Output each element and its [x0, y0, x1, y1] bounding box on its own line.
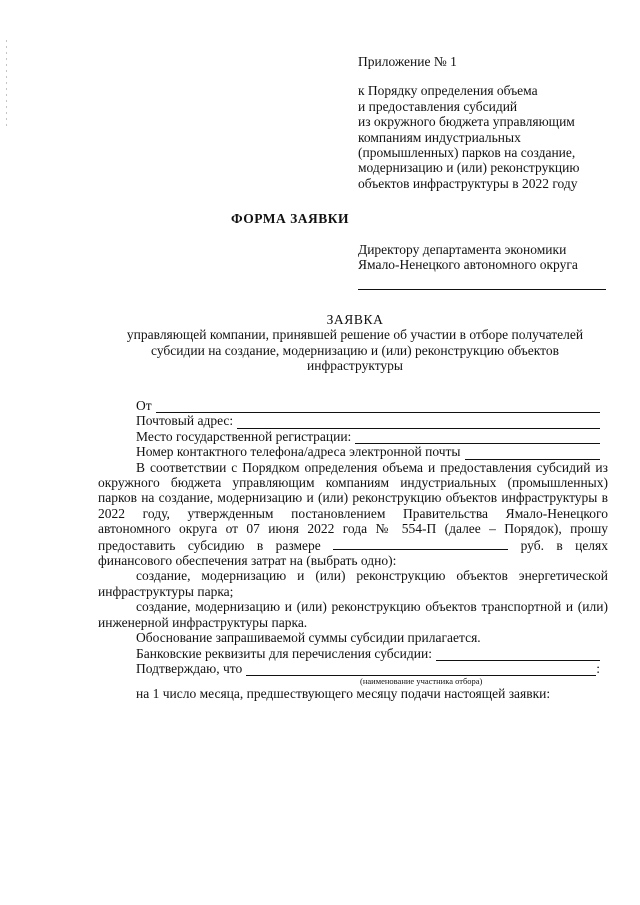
appendix-line: модернизацию и (или) реконструкцию [358, 160, 580, 176]
addressee-line-2: Ямало-Ненецкого автономного округа [358, 257, 578, 273]
field-from-blank[interactable] [156, 399, 600, 413]
field-contact-label: Номер контактного телефона/адреса электронной почты [136, 444, 461, 460]
application-body [98, 398, 608, 702]
paragraph-request-tail: руб. в целях финансового обеспечения затрат на (выбрать одно): [98, 537, 609, 569]
appendix-line: к Порядку определения объема [358, 83, 538, 99]
field-from-label: От [136, 398, 152, 413]
appendix-line: и предоставления субсидий [358, 98, 518, 114]
field-confirm-label: Подтверждаю, что [136, 660, 243, 676]
option-transport: создание, модернизацию и (или) реконструкцию объектов транспортной и (или) инженерной инфраструктуры парка. [98, 599, 608, 630]
field-confirm-note: (наименование участника отбора) [360, 676, 483, 687]
field-contact [98, 444, 608, 459]
field-registration-label: Место государственной регистрации: [136, 428, 352, 444]
paragraph-last: на 1 число месяца, предшествующего месяцу подачи настоящей заявки: [136, 686, 551, 702]
addressee-block [358, 242, 606, 290]
title-line-3: инфраструктуры [307, 358, 403, 374]
form-title-text: ФОРМА ЗАЯВКИ [230, 211, 350, 226]
appendix-line: объектов инфраструктуры в 2022 году [358, 175, 578, 191]
amount-blank[interactable] [333, 537, 508, 550]
field-postal [98, 413, 608, 428]
option-energy: создание, модернизацию и (или) реконструкцию объектов энергетической инфраструктуры парка; [98, 568, 608, 599]
title-line-2: субсидии на создание, модернизацию и (или) реконструкцию объектов [151, 342, 559, 358]
addressee-line-1: Директору департамента экономики [358, 242, 567, 257]
appendix-line: компаниям индустриальных [358, 129, 521, 145]
application-title [100, 312, 610, 374]
field-postal-blank[interactable] [237, 415, 600, 429]
field-confirm-blank[interactable] [246, 662, 596, 676]
field-bank [98, 646, 608, 661]
justification-text: Обоснование запрашиваемой суммы субсидии прилагается. [136, 630, 481, 646]
appendix-number: Приложение № 1 [358, 54, 457, 69]
field-from [98, 398, 608, 413]
appendix-header [358, 54, 608, 191]
scan-artifact [6, 40, 7, 130]
title-main: ЗАЯВКА [326, 312, 384, 327]
field-contact-blank[interactable] [465, 446, 600, 460]
form-title [0, 211, 640, 226]
field-registration [98, 429, 608, 444]
field-bank-label: Банковские реквизиты для перечисления субсидии: [136, 645, 432, 661]
field-confirm [98, 661, 608, 676]
field-bank-blank[interactable] [436, 647, 600, 661]
field-confirm-colon: : [596, 660, 600, 676]
appendix-line: (промышленных) парков на создание, [358, 145, 576, 161]
addressee-blank-line [358, 275, 606, 290]
title-line-1: управляющей компании, принявшей решение об участии в отборе получателей [126, 327, 584, 343]
paragraph-request-text: В соответствии с Порядком определения объема и предоставления субсидий из окружного бюджета управляющим компаниям индустриальных (промышленных) парков на создание, модернизацию и (или) реконструкцию объектов инфраструктуры в 2022 году, утвержденным постановлением Правительства Ямало-Ненецкого автономного округа от 07 июня 2022 года № 554-П (далее – Порядок), прошу предоставить субсидию в размере [98, 459, 608, 553]
appendix-line: из окружного бюджета управляющим [358, 114, 575, 130]
field-postal-label: Почтовый адрес: [136, 413, 234, 429]
field-registration-blank[interactable] [355, 430, 600, 444]
paragraph-request [98, 460, 608, 569]
